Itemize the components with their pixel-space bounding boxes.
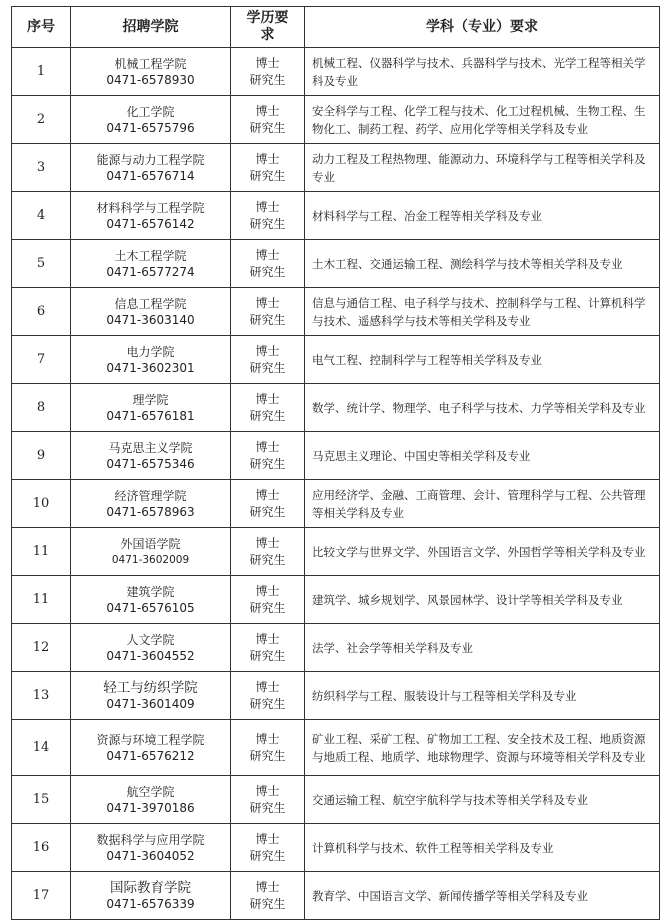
header-no: 序号 xyxy=(12,7,71,48)
row-college xyxy=(71,624,231,672)
college-name: 信息工程学院 xyxy=(114,296,187,311)
college-phone: 0471-3601409 xyxy=(106,696,195,711)
row-no: 16 xyxy=(12,824,71,872)
row-college xyxy=(71,528,231,576)
table-row xyxy=(12,192,660,240)
degree-line2: 研究生 xyxy=(249,312,286,327)
table-row xyxy=(12,288,660,336)
row-no: 10 xyxy=(12,480,71,528)
college-phone: 0471-6576714 xyxy=(106,168,195,183)
college-name: 人文学院 xyxy=(126,632,175,647)
row-subject: 建筑学、城乡规划学、风景园林学、设计学等相关学科及专业 xyxy=(305,576,660,624)
college-phone: 0471-6576142 xyxy=(106,216,195,231)
degree-line2: 研究生 xyxy=(249,216,286,231)
college-name: 经济管理学院 xyxy=(114,488,187,503)
degree-line1: 博士 xyxy=(255,151,280,166)
row-no: 12 xyxy=(12,624,71,672)
college-name: 数据科学与应用学院 xyxy=(96,832,205,847)
row-subject: 教育学、中国语言文学、新闻传播学等相关学科及专业 xyxy=(305,872,660,920)
row-no: 4 xyxy=(12,192,71,240)
row-no: 9 xyxy=(12,432,71,480)
college-name: 能源与动力工程学院 xyxy=(96,152,205,167)
degree-line2: 研究生 xyxy=(249,600,286,615)
college-phone: 0471-3604552 xyxy=(106,648,195,663)
header-college: 招聘学院 xyxy=(71,7,231,48)
table-row xyxy=(12,480,660,528)
table-row xyxy=(12,720,660,776)
row-subject: 机械工程、仪器科学与技术、兵器科学与技术、光学工程等相关学科及专业 xyxy=(305,48,660,96)
college-name: 外国语学院 xyxy=(120,536,181,551)
table-row xyxy=(12,624,660,672)
row-no: 13 xyxy=(12,672,71,720)
row-college xyxy=(71,384,231,432)
row-degree xyxy=(231,96,305,144)
row-college xyxy=(71,240,231,288)
college-phone: 0471-6576339 xyxy=(106,896,195,911)
degree-line1: 博士 xyxy=(255,631,280,646)
table-row xyxy=(12,872,660,920)
row-college xyxy=(71,288,231,336)
degree-line1: 博士 xyxy=(255,879,280,894)
degree-line1: 博士 xyxy=(255,199,280,214)
table-row xyxy=(12,672,660,720)
degree-line2: 研究生 xyxy=(249,848,286,863)
degree-line2: 研究生 xyxy=(249,504,286,519)
degree-line2: 研究生 xyxy=(249,896,286,911)
degree-line2: 研究生 xyxy=(249,408,286,423)
row-degree xyxy=(231,528,305,576)
row-no: 3 xyxy=(12,144,71,192)
degree-line1: 博士 xyxy=(255,55,280,70)
row-degree xyxy=(231,336,305,384)
college-phone: 0471-6576181 xyxy=(106,408,195,423)
row-degree xyxy=(231,240,305,288)
table-row xyxy=(12,48,660,96)
college-phone: 0471-3970186 xyxy=(106,800,195,815)
degree-line2: 研究生 xyxy=(249,648,286,663)
table-row xyxy=(12,432,660,480)
row-subject: 安全科学与工程、化学工程与技术、化工过程机械、生物工程、生物化工、制药工程、药学、应用化学等相关学科及专业 xyxy=(305,96,660,144)
row-degree xyxy=(231,480,305,528)
college-phone: 0471-6578930 xyxy=(106,72,195,87)
degree-line2: 研究生 xyxy=(249,748,286,763)
row-college xyxy=(71,776,231,824)
college-phone: 0471-3602009 xyxy=(111,553,190,566)
college-phone: 0471-6575346 xyxy=(106,456,195,471)
college-phone: 0471-3602301 xyxy=(106,360,195,375)
recruitment-table-container xyxy=(11,6,660,920)
degree-line2: 研究生 xyxy=(249,72,286,87)
row-no: 8 xyxy=(12,384,71,432)
college-phone: 0471-6576212 xyxy=(106,748,195,763)
recruitment-table xyxy=(11,6,660,920)
degree-line1: 博士 xyxy=(255,247,280,262)
row-no: 6 xyxy=(12,288,71,336)
degree-line1: 博士 xyxy=(255,439,280,454)
college-phone: 0471-6577274 xyxy=(106,264,195,279)
table-row xyxy=(12,144,660,192)
college-name: 国际教育学院 xyxy=(110,879,191,896)
row-no: 7 xyxy=(12,336,71,384)
row-subject: 马克思主义理论、中国史等相关学科及专业 xyxy=(305,432,660,480)
row-degree xyxy=(231,144,305,192)
college-name: 化工学院 xyxy=(126,104,175,119)
college-name: 马克思主义学院 xyxy=(108,440,193,455)
table-row xyxy=(12,384,660,432)
degree-line1: 博士 xyxy=(255,583,280,598)
header-subject: 学科（专业）要求 xyxy=(305,7,660,48)
college-name: 轻工与纺织学院 xyxy=(103,679,198,696)
row-college xyxy=(71,720,231,776)
row-no: 17 xyxy=(12,872,71,920)
row-degree xyxy=(231,720,305,776)
row-college xyxy=(71,672,231,720)
table-row xyxy=(12,240,660,288)
row-college xyxy=(71,192,231,240)
row-degree xyxy=(231,672,305,720)
row-degree xyxy=(231,288,305,336)
row-degree xyxy=(231,576,305,624)
row-no: 14 xyxy=(12,720,71,776)
row-no: 1 xyxy=(12,48,71,96)
row-no: 2 xyxy=(12,96,71,144)
degree-line1: 博士 xyxy=(255,783,280,798)
row-college xyxy=(71,576,231,624)
row-college xyxy=(71,144,231,192)
row-no: 15 xyxy=(12,776,71,824)
table-row xyxy=(12,336,660,384)
college-name: 建筑学院 xyxy=(126,584,175,599)
row-degree xyxy=(231,384,305,432)
row-no: 5 xyxy=(12,240,71,288)
row-subject: 应用经济学、金融、工商管理、会计、管理科学与工程、公共管理等相关学科及专业 xyxy=(305,480,660,528)
degree-line2: 研究生 xyxy=(249,456,286,471)
table-header-row xyxy=(12,7,660,48)
college-name: 电力学院 xyxy=(126,344,175,359)
college-name: 理学院 xyxy=(132,392,169,407)
table-row xyxy=(12,96,660,144)
table-row xyxy=(12,824,660,872)
college-name: 土木工程学院 xyxy=(114,248,187,263)
row-subject: 法学、社会学等相关学科及专业 xyxy=(305,624,660,672)
college-name: 航空学院 xyxy=(126,784,175,799)
degree-line1: 博士 xyxy=(255,679,280,694)
degree-line1: 博士 xyxy=(255,831,280,846)
degree-line1: 博士 xyxy=(255,487,280,502)
degree-line2: 研究生 xyxy=(249,120,286,135)
row-college xyxy=(71,48,231,96)
degree-line1: 博士 xyxy=(255,295,280,310)
row-college xyxy=(71,96,231,144)
degree-line2: 研究生 xyxy=(249,552,286,567)
college-phone: 0471-6578963 xyxy=(106,504,195,519)
row-degree xyxy=(231,624,305,672)
row-degree xyxy=(231,824,305,872)
college-phone: 0471-6575796 xyxy=(106,120,195,135)
row-degree xyxy=(231,48,305,96)
row-degree xyxy=(231,432,305,480)
row-no: 11 xyxy=(12,576,71,624)
row-subject: 比较文学与世界文学、外国语言文学、外国哲学等相关学科及专业 xyxy=(305,528,660,576)
row-college xyxy=(71,480,231,528)
row-subject: 电气工程、控制科学与工程等相关学科及专业 xyxy=(305,336,660,384)
row-degree xyxy=(231,872,305,920)
row-subject: 信息与通信工程、电子科学与技术、控制科学与工程、计算机科学与技术、遥感科学与技术等相关学科及专业 xyxy=(305,288,660,336)
college-phone: 0471-3603140 xyxy=(106,312,195,327)
degree-line1: 博士 xyxy=(255,535,280,550)
row-subject: 计算机科学与技术、软件工程等相关学科及专业 xyxy=(305,824,660,872)
row-degree xyxy=(231,192,305,240)
header-degree-line1: 学历要 xyxy=(246,10,289,26)
college-phone: 0471-6576105 xyxy=(106,600,195,615)
degree-line2: 研究生 xyxy=(249,168,286,183)
row-subject: 动力工程及工程热物理、能源动力、环境科学与工程等相关学科及专业 xyxy=(305,144,660,192)
degree-line1: 博士 xyxy=(255,731,280,746)
degree-line2: 研究生 xyxy=(249,800,286,815)
degree-line1: 博士 xyxy=(255,343,280,358)
degree-line2: 研究生 xyxy=(249,360,286,375)
row-subject: 数学、统计学、物理学、电子科学与技术、力学等相关学科及专业 xyxy=(305,384,660,432)
degree-line2: 研究生 xyxy=(249,264,286,279)
row-subject: 矿业工程、采矿工程、矿物加工工程、安全技术及工程、地质资源与地质工程、地质学、地球物理学、资源与环境等相关学科及专业 xyxy=(305,720,660,776)
table-row xyxy=(12,776,660,824)
degree-line1: 博士 xyxy=(255,391,280,406)
row-subject: 交通运输工程、航空宇航科学与技术等相关学科及专业 xyxy=(305,776,660,824)
college-name: 资源与环境工程学院 xyxy=(96,732,205,747)
college-name: 机械工程学院 xyxy=(114,56,187,71)
college-phone: 0471-3604052 xyxy=(106,848,195,863)
degree-line2: 研究生 xyxy=(249,696,286,711)
table-row xyxy=(12,576,660,624)
row-no: 11 xyxy=(12,528,71,576)
row-college xyxy=(71,432,231,480)
table-row xyxy=(12,528,660,576)
header-degree-line2: 求 xyxy=(260,27,275,43)
row-degree xyxy=(231,776,305,824)
college-name: 材料科学与工程学院 xyxy=(96,200,205,215)
header-degree xyxy=(231,7,305,48)
row-college xyxy=(71,824,231,872)
row-subject: 材料科学与工程、冶金工程等相关学科及专业 xyxy=(305,192,660,240)
row-college xyxy=(71,872,231,920)
row-subject: 土木工程、交通运输工程、测绘科学与技术等相关学科及专业 xyxy=(305,240,660,288)
degree-line1: 博士 xyxy=(255,103,280,118)
row-college xyxy=(71,336,231,384)
row-subject: 纺织科学与工程、服装设计与工程等相关学科及专业 xyxy=(305,672,660,720)
